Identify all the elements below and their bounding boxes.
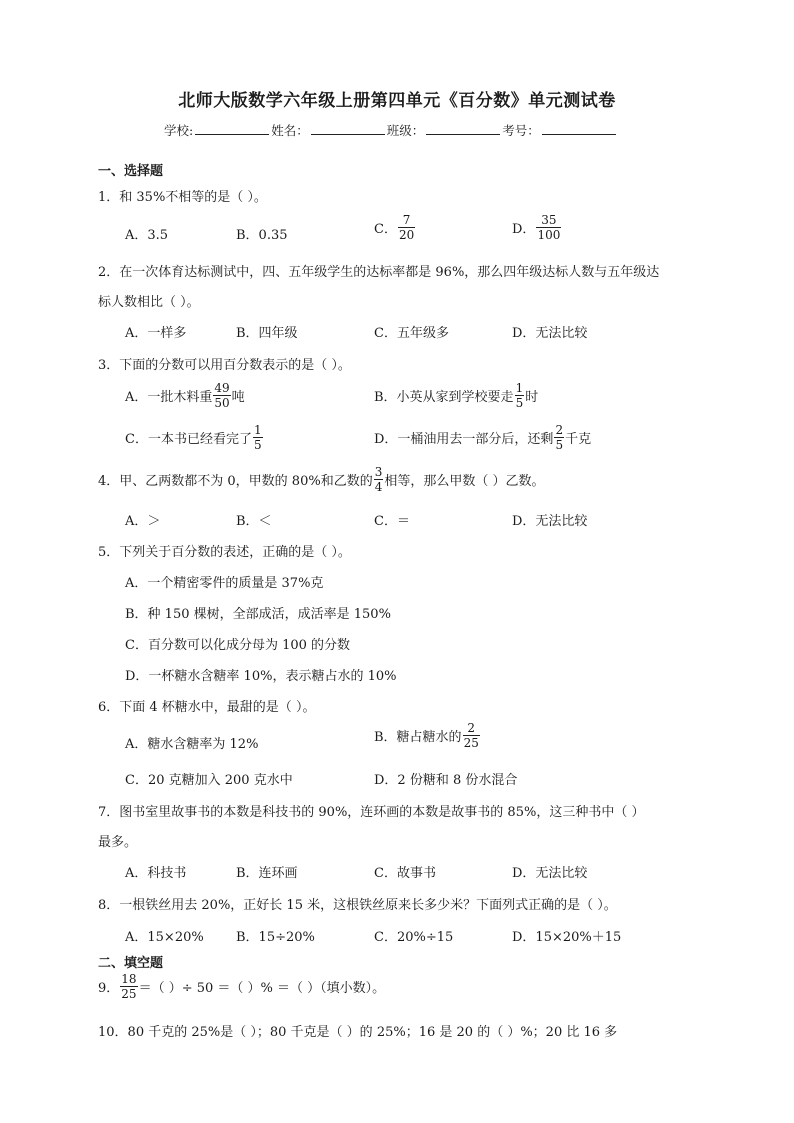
q4-stem-text: 4．甲、乙两数都不为 0，甲数的 80%和乙数的 xyxy=(98,474,373,489)
q3-option-d-fraction: $\frac{2}{5}$ xyxy=(555,423,564,452)
q3-option-d[interactable] xyxy=(374,424,591,451)
q3-option-b[interactable] xyxy=(374,382,538,409)
q2-option-b[interactable]: B．四年级 xyxy=(236,326,298,341)
q8-option-d[interactable]: D．15×20%＋15 xyxy=(512,930,622,945)
q3-option-a-text: A．一批木料重 xyxy=(125,390,213,405)
class-blank[interactable] xyxy=(426,122,500,135)
q3-option-c[interactable] xyxy=(125,424,264,451)
q3-option-b-text: B．小英从家到学校要走 xyxy=(374,390,514,405)
q7-option-c[interactable]: C．故事书 xyxy=(374,866,436,881)
question-8-stem: 8．一根铁丝用去 20%，正好长 15 米，这根铁丝原来长多少米？下面列式正确的是（ ）。 xyxy=(98,898,617,913)
q3-option-b-fraction: $\frac{1}{5}$ xyxy=(515,381,524,410)
q1-option-c[interactable] xyxy=(374,214,416,241)
q3-option-a-unit: 吨 xyxy=(231,390,245,405)
number-blank[interactable] xyxy=(542,122,616,135)
question-5-stem: 5．下列关于百分数的表述，正确的是（ ）。 xyxy=(98,545,351,560)
name-blank[interactable] xyxy=(311,122,385,135)
q5-option-b[interactable]: B．种 150 棵树，全部成活，成活率是 150% xyxy=(125,607,391,622)
q9-number: 9． xyxy=(98,981,120,996)
question-7-stem-line1: 7．图书室里故事书的本数是科技书的 90%，连环画的本数是故事书的 85%，这三种书中（ ） xyxy=(98,805,645,820)
q4-stem-text-end: 相等，那么甲数（ ）乙数。 xyxy=(384,474,545,489)
page-title: 北师大版数学六年级上册第四单元《百分数》单元测试卷 xyxy=(178,91,616,111)
q1-option-a[interactable]: A．3.5 xyxy=(125,228,169,243)
section-heading-choice: 一、选择题 xyxy=(98,164,164,179)
school-label: 学校: xyxy=(164,123,194,138)
q3-option-c-fraction: $\frac{1}{5}$ xyxy=(253,423,262,452)
question-2-stem-line2: 标人数相比（ ）。 xyxy=(98,295,200,310)
q3-option-c-text: C．一本书已经看完了 xyxy=(125,432,252,447)
number-label: 考号： xyxy=(502,123,540,138)
question-1-stem: 1．和 35%不相等的是（ ）。 xyxy=(98,190,267,205)
q4-option-b[interactable]: B．＜ xyxy=(236,514,272,529)
q2-option-d[interactable]: D．无法比较 xyxy=(512,326,588,341)
q7-option-a[interactable]: A．科技书 xyxy=(125,866,187,881)
q9-stem-text: ＝（ ）÷ 50 ＝（ ）% ＝（ ）（填小数）。 xyxy=(138,981,386,996)
question-6-stem: 6．下面 4 杯糖水中，最甜的是（ ）。 xyxy=(98,700,316,715)
name-label: 姓名： xyxy=(271,123,309,138)
q5-option-d[interactable]: D．一杯糖水含糖率 10%，表示糖占水的 10% xyxy=(125,669,397,684)
q3-option-d-text: D．一桶油用去一部分后，还剩 xyxy=(374,432,554,447)
q6-option-a[interactable]: A．糖水含糖率为 12% xyxy=(125,737,259,752)
q2-option-c[interactable]: C．五年级多 xyxy=(374,326,449,341)
question-10-stem: 10．80 千克的 25%是（ ）；80 千克是（ ）的 25%；16 是 20 的（ ）%；20 比 16 多 xyxy=(98,1025,618,1040)
q5-option-a[interactable]: A．一个精密零件的质量是 37%克 xyxy=(125,576,324,591)
q6-option-d[interactable]: D．2 份糖和 8 份水混合 xyxy=(374,773,518,788)
q7-option-b[interactable]: B．连环画 xyxy=(236,866,298,881)
q8-option-c[interactable]: C．20%÷15 xyxy=(374,930,454,945)
q8-option-b[interactable]: B．15÷20% xyxy=(236,930,315,945)
q3-option-a-fraction: $\frac{49}{50}$ xyxy=(214,381,230,410)
question-3-stem: 3．下面的分数可以用百分数表示的是（ ）。 xyxy=(98,358,351,373)
q1-option-c-label: C． xyxy=(374,222,397,237)
question-9-stem xyxy=(98,973,385,1000)
question-7-stem-line2: 最多。 xyxy=(98,835,138,850)
q6-option-b[interactable] xyxy=(374,722,481,749)
q3-option-b-unit: 时 xyxy=(525,390,539,405)
q6-option-c[interactable]: C．20 克糖加入 200 克水中 xyxy=(125,773,293,788)
q4-fraction: $\frac{3}{4}$ xyxy=(374,465,383,494)
q1-option-d-fraction: $\frac{35}{100}$ xyxy=(537,213,561,242)
class-label: 班级： xyxy=(386,123,425,138)
question-2-stem-line1: 2．在一次体育达标测试中，四、五年级学生的达标率都是 96%，那么四年级达标人数与五年级达 xyxy=(98,265,660,280)
school-blank[interactable] xyxy=(195,122,269,135)
q3-option-d-unit: 千克 xyxy=(565,432,592,447)
q1-option-d[interactable] xyxy=(512,214,562,241)
q1-option-c-fraction: $\frac{7}{20}$ xyxy=(398,213,415,242)
q3-option-a[interactable] xyxy=(125,382,245,409)
q4-option-c[interactable]: C．＝ xyxy=(374,514,410,529)
q9-fraction: $\frac{18}{25}$ xyxy=(121,972,137,1001)
q6-option-b-fraction: $\frac{2}{25}$ xyxy=(463,721,479,750)
q2-option-a[interactable]: A．一样多 xyxy=(125,326,187,341)
student-info-line xyxy=(164,121,618,139)
q1-option-b[interactable]: B．0.35 xyxy=(236,228,288,243)
q4-option-d[interactable]: D．无法比较 xyxy=(512,514,588,529)
q5-option-c[interactable]: C．百分数可以化成分母为 100 的分数 xyxy=(125,638,351,653)
q7-option-d[interactable]: D．无法比较 xyxy=(512,866,588,881)
section-heading-fill: 二、填空题 xyxy=(98,956,164,971)
question-4-stem xyxy=(98,466,544,493)
q1-option-d-label: D． xyxy=(512,222,536,237)
q8-option-a[interactable]: A．15×20% xyxy=(125,930,204,945)
q6-option-b-text: B．糖占糖水的 xyxy=(374,730,462,745)
q4-option-a[interactable]: A．＞ xyxy=(125,514,161,529)
